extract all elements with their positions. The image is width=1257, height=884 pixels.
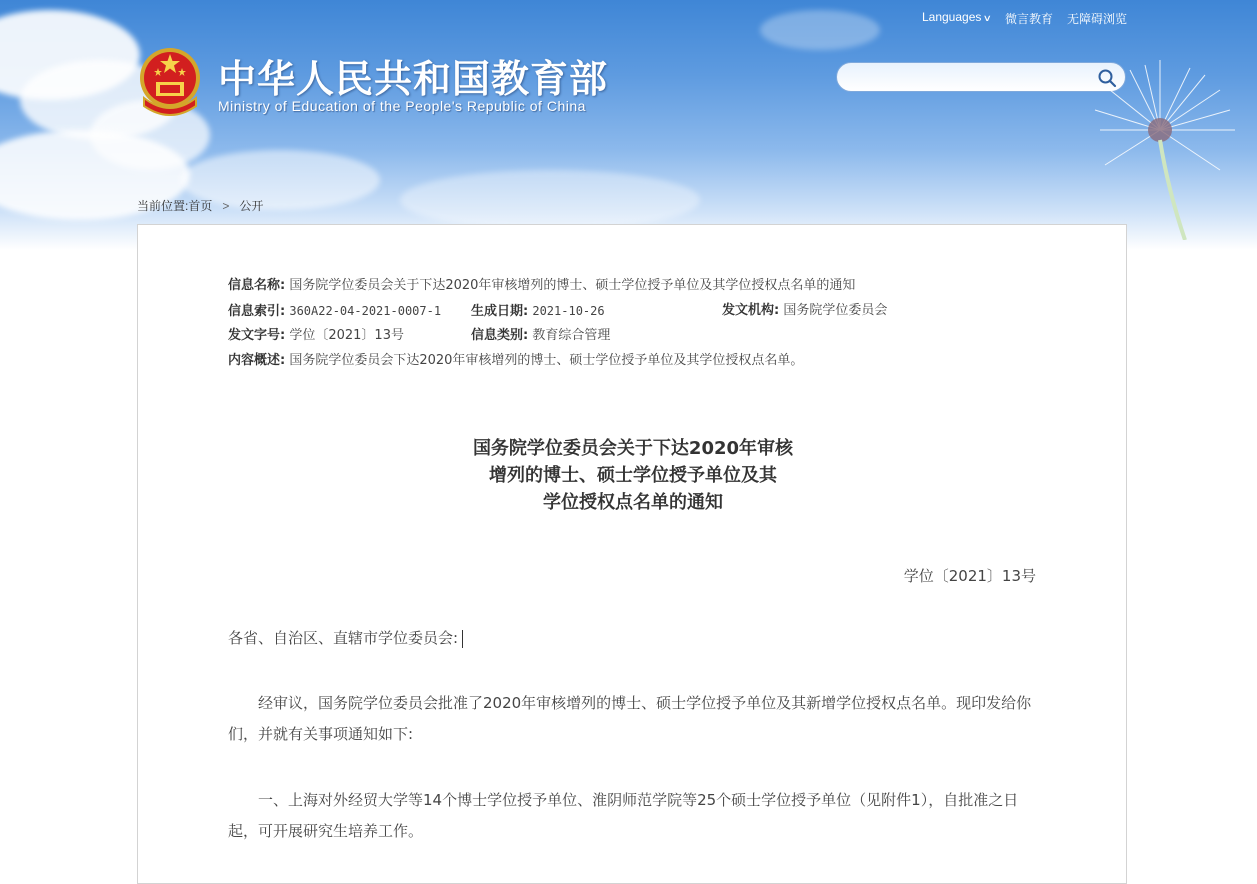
- site-subtitle: Ministry of Education of the People's Republic of China: [218, 98, 586, 114]
- info-summary-label: 内容概述:: [228, 353, 286, 368]
- info-row-name: [228, 277, 855, 302]
- info-name-label: 信息名称:: [228, 278, 286, 293]
- info-date-group: [471, 302, 605, 321]
- info-index-value: 360A22-04-2021-0007-1: [289, 304, 442, 318]
- paragraph: 一、上海对外经贸大学等14个博士学位授予单位、淮阴师范学院等25个硕士学位授予单位（见附件1），自批准之日起，可开展研究生培养工作。: [228, 791, 1019, 840]
- info-index-label: 信息索引:: [228, 304, 286, 319]
- salutation: [228, 623, 1038, 654]
- document-title: [138, 435, 1128, 516]
- accessibility-link[interactable]: 无障碍浏览: [1066, 12, 1127, 26]
- breadcrumb-home-link[interactable]: 首页: [188, 199, 213, 213]
- info-category-label: 信息类别:: [471, 328, 529, 343]
- info-org-value: 国务院学位委员会: [783, 303, 888, 318]
- info-table: [228, 277, 888, 377]
- document-number: 学位〔2021〕13号: [903, 567, 1036, 585]
- text-cursor: [462, 630, 463, 648]
- paragraph: 经审议，国务院学位委员会批准了2020年审核增列的博士、硕士学位授予单位及其新增学位授权点名单。现印发给你们，并就有关事项通知如下:: [228, 694, 1032, 743]
- chevron-down-icon: ∨: [983, 13, 993, 23]
- document-title-line: 增列的博士、硕士学位授予单位及其: [489, 465, 777, 486]
- info-docno-value: 学位〔2021〕13号: [289, 328, 404, 343]
- weiyan-jiaoyu-link[interactable]: 微言教育: [1004, 12, 1053, 26]
- info-name-value: 国务院学位委员会关于下达2020年审核增列的博士、硕士学位授予单位及其学位授权点名单的通知: [289, 278, 856, 293]
- info-row-summary: [228, 352, 855, 377]
- document-title-line: 国务院学位委员会关于下达2020年审核: [472, 438, 794, 459]
- dandelion-decoration-icon: [1090, 60, 1240, 240]
- breadcrumb: [137, 197, 263, 214]
- languages-link[interactable]: Languages ∨: [921, 10, 993, 24]
- info-docno-label: 发文字号:: [228, 328, 286, 343]
- info-category-value: 教育综合管理: [532, 328, 611, 343]
- search-input[interactable]: [851, 67, 1095, 89]
- info-date-label: 生成日期:: [471, 304, 529, 319]
- info-summary-value: 国务院学位委员会下达2020年审核增列的博士、硕士学位授予单位及其学位授权点名单。: [289, 353, 804, 368]
- document-title-line: 学位授权点名单的通知: [543, 492, 723, 513]
- breadcrumb-prefix: 当前位置:: [137, 199, 189, 213]
- breadcrumb-current-link[interactable]: 公开: [239, 199, 264, 213]
- search-box: [836, 62, 1126, 92]
- salutation-text: 各省、自治区、直辖市学位委员会:: [228, 629, 459, 647]
- national-emblem-icon: [138, 46, 202, 116]
- article-container: [137, 224, 1127, 884]
- top-links: [922, 10, 1127, 27]
- site-title: 中华人民共和国教育部: [218, 57, 609, 101]
- info-row-index: [228, 302, 888, 327]
- info-category-group: [471, 327, 610, 345]
- info-date-value: 2021-10-26: [532, 304, 605, 318]
- breadcrumb-separator: >: [222, 199, 230, 213]
- info-org-label: 发文机构:: [722, 303, 780, 318]
- info-row-docno: [228, 327, 855, 352]
- info-org-group: [722, 302, 887, 320]
